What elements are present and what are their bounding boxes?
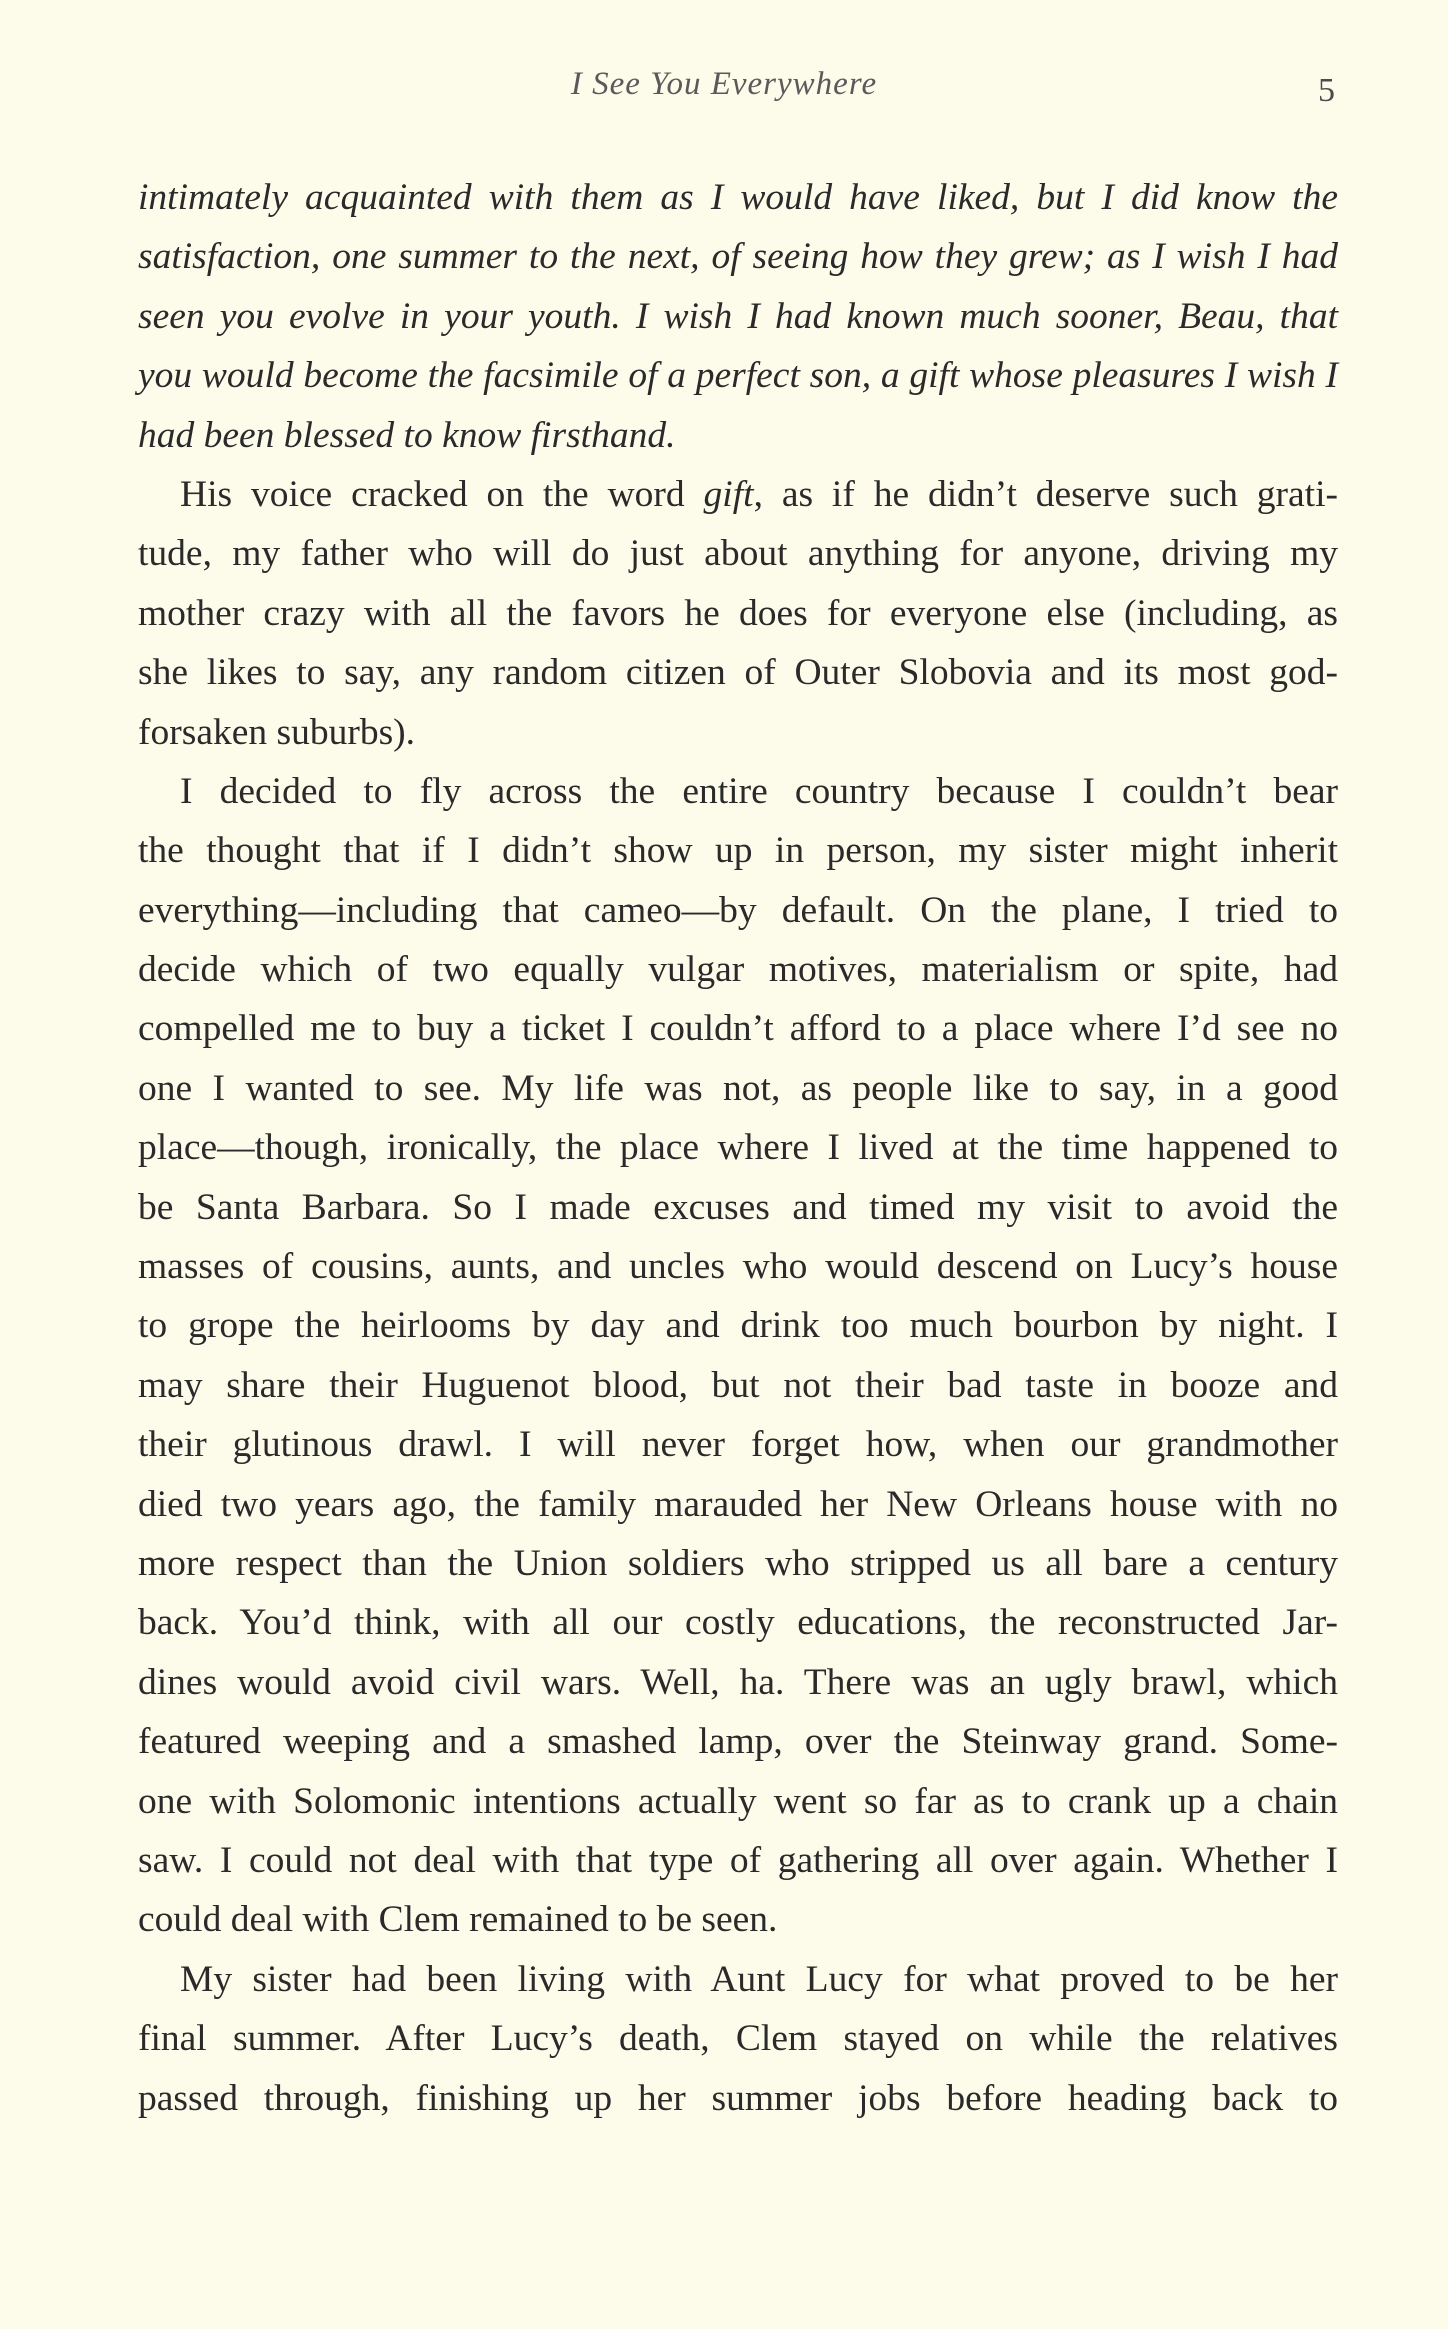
text-line: back. You’d think, with all our costly educations, the reconstructed Jar- xyxy=(138,1602,1338,1644)
paragraph xyxy=(138,1950,1338,2128)
running-head: I See You Everywhere xyxy=(570,66,878,102)
paragraph xyxy=(138,762,1338,1950)
text-line: be Santa Barbara. So I made excuses and timed my visit to avoid the xyxy=(138,1186,1338,1228)
text-line: passed through, finishing up her summer jobs before heading back to xyxy=(138,2077,1338,2119)
text-line: My sister had been living with Aunt Lucy for what proved to be her xyxy=(180,1958,1338,2000)
body-text xyxy=(138,168,1338,2128)
text-line: could deal with Clem remained to be seen. xyxy=(138,1899,778,1941)
text-line: had been blessed to know firsthand. xyxy=(138,414,676,456)
text-line: may share their Huguenot blood, but not their bad taste in booze and xyxy=(138,1364,1338,1406)
text-line: seen you evolve in your youth. I wish I had known much sooner, Beau, that xyxy=(138,295,1338,337)
paragraph xyxy=(138,168,1338,465)
text-line: intimately acquainted with them as I would have liked, but I did know the xyxy=(138,177,1338,218)
text-line: you would become the facsimile of a perfect son, a gift whose pleasures I wish I xyxy=(138,355,1338,397)
text-line: mother crazy with all the favors he does for everyone else (including, as xyxy=(138,592,1338,634)
text-line: featured weeping and a smashed lamp, over the Steinway grand. Some- xyxy=(138,1721,1338,1763)
text-line: more respect than the Union soldiers who stripped us all bare a century xyxy=(138,1542,1338,1584)
text-line: to grope the heirlooms by day and drink too much bourbon by night. I xyxy=(138,1305,1338,1347)
text-line: dines would avoid civil wars. Well, ha. There was an ugly brawl, which xyxy=(138,1661,1338,1703)
text-line: she likes to say, any random citizen of Outer Slobovia and its most god- xyxy=(138,652,1338,694)
text-line: forsaken suburbs). xyxy=(138,711,416,753)
text-line: His voice cracked on the word gift, as if he didn’t deserve such grati- xyxy=(180,473,1339,515)
text-line: died two years ago, the family marauded her New Orleans house with no xyxy=(138,1483,1338,1525)
text-line: one I wanted to see. My life was not, as people like to say, in a good xyxy=(138,1067,1338,1109)
page-number: 5 xyxy=(1318,72,1335,109)
text-line: I decided to fly across the entire country because I couldn’t bear xyxy=(180,770,1338,812)
text-line: their glutinous drawl. I will never forget how, when our grandmother xyxy=(138,1424,1338,1466)
text-line: place—though, ironically, the place where I lived at the time happened to xyxy=(138,1127,1338,1169)
text-line: one with Solomonic intentions actually went so far as to crank up a chain xyxy=(138,1780,1338,1822)
text-line: saw. I could not deal with that type of gathering all over again. Whether I xyxy=(138,1839,1338,1881)
text-line: masses of cousins, aunts, and uncles who would descend on Lucy’s house xyxy=(138,1246,1338,1288)
text-line: tude, my father who will do just about anything for anyone, driving my xyxy=(138,533,1338,575)
text-line: final summer. After Lucy’s death, Clem stayed on while the relatives xyxy=(138,2018,1338,2060)
paragraph xyxy=(138,465,1338,762)
text-line: compelled me to buy a ticket I couldn’t afford to a place where I’d see no xyxy=(138,1008,1338,1050)
text-line: everything—including that cameo—by default. On the plane, I tried to xyxy=(138,889,1338,931)
text-line: satisfaction, one summer to the next, of seeing how they grew; as I wish I had xyxy=(138,236,1338,278)
text-line: the thought that if I didn’t show up in person, my sister might inherit xyxy=(138,830,1338,872)
emphasis: gift xyxy=(703,473,754,515)
text-line: decide which of two equally vulgar motives, materialism or spite, had xyxy=(138,949,1338,991)
